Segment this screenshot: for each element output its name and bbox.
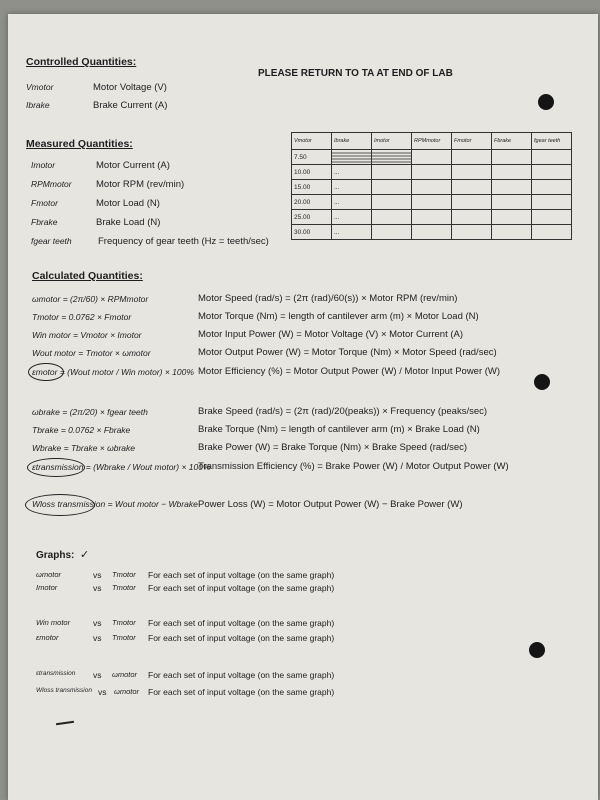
measured-symbol: RPMmotor: [31, 179, 72, 189]
controlled-title: Controlled Quantities:: [26, 56, 137, 68]
pen-mark: [56, 721, 74, 725]
table-cell: ...: [332, 195, 372, 210]
formula: Wbrake = Tbrake × ωbrake: [32, 443, 135, 453]
graph-y-var: εmotor: [36, 633, 59, 642]
table-header-row: [292, 133, 572, 150]
graph-x-var: Tmotor: [112, 633, 136, 642]
table-cell: [452, 150, 492, 165]
graph-vs: vs: [93, 670, 102, 680]
table-row: [292, 150, 572, 165]
table-header-cell: Fbrake: [492, 133, 532, 150]
table-row: [292, 180, 572, 195]
table-cell: [412, 150, 452, 165]
punch-hole: [529, 642, 545, 658]
punch-hole: [534, 374, 550, 390]
formula: εtransmission = (Wbrake / Wout motor) × 100%: [32, 462, 211, 472]
table-cell: [492, 210, 532, 225]
graphs-title: Graphs:: [36, 550, 75, 561]
graph-vs: vs: [93, 583, 102, 593]
calculated-title: Calculated Quantities:: [32, 270, 143, 282]
table-header-cell: Fmotor: [452, 133, 492, 150]
graph-x-var: Tmotor: [112, 583, 136, 592]
graph-note: For each set of input voltage (on the same graph): [148, 687, 335, 697]
graph-note: For each set of input voltage (on the same graph): [148, 618, 335, 628]
graph-vs: vs: [93, 618, 102, 628]
table-cell: [532, 210, 572, 225]
table-cell: [532, 180, 572, 195]
formula: Tmotor = 0.0762 × Fmotor: [32, 312, 132, 322]
table-cell: 7.50: [292, 150, 332, 165]
formula-desc: Brake Power (W) = Brake Torque (Nm) × Brake Speed (rad/sec): [198, 442, 468, 453]
lab-sheet: [8, 14, 598, 800]
graph-y-var: Win motor: [36, 618, 71, 627]
formula: Wout motor = Tmotor × ωmotor: [32, 348, 151, 358]
measured-title: Measured Quantities:: [26, 138, 133, 150]
graph-x-var: ωmotor: [114, 687, 140, 696]
formula-desc: Motor Efficiency (%) = Motor Output Power (W) / Motor Input Power (W): [198, 366, 501, 377]
table-header-cell: fgear teeth: [532, 133, 572, 150]
punch-hole: [538, 94, 554, 110]
table-cell: [372, 195, 412, 210]
table-row: [292, 225, 572, 240]
graph-vs: vs: [93, 570, 102, 580]
table-header-cell: Ibrake: [332, 133, 372, 150]
formula: Win motor = Vmotor × Imotor: [32, 330, 142, 340]
table-row: [292, 210, 572, 225]
table-cell: [372, 210, 412, 225]
table-cell: [492, 180, 532, 195]
table-cell: [452, 210, 492, 225]
formula: ωmotor = (2π/60) × RPMmotor: [32, 294, 149, 304]
table-cell: [492, 195, 532, 210]
table-header-cell: Imotor: [372, 133, 412, 150]
table-cell: [492, 225, 532, 240]
formula-desc: Brake Torque (Nm) = length of cantilever arm (m) × Brake Load (N): [198, 424, 480, 435]
measured-desc: Motor RPM (rev/min): [96, 179, 185, 190]
table-cell: ...: [332, 165, 372, 180]
checkmark-icon: ✓: [80, 549, 90, 561]
graph-x-var: Tmotor: [112, 570, 136, 579]
table-cell: [532, 150, 572, 165]
graph-y-var: ωmotor: [36, 570, 62, 579]
measured-symbol: Fbrake: [31, 217, 58, 227]
table-cell: [532, 225, 572, 240]
table-cell: ...: [332, 210, 372, 225]
table-header-cell: Vmotor: [292, 133, 332, 150]
table-cell: [452, 225, 492, 240]
formula-desc: Motor Speed (rad/s) = (2π (rad)/60(s)) × Motor RPM (rev/min): [198, 293, 458, 304]
measured-symbol: Imotor: [31, 160, 56, 170]
graph-note: For each set of input voltage (on the same graph): [148, 570, 335, 580]
table-cell: [412, 180, 452, 195]
graph-note: For each set of input voltage (on the same graph): [148, 633, 335, 643]
graph-y-var: Imotor: [36, 583, 58, 592]
table-cell: [372, 225, 412, 240]
controlled-desc: Motor Voltage (V): [93, 82, 167, 93]
formula-desc: Transmission Efficiency (%) = Brake Power (W) / Motor Output Power (W): [198, 461, 509, 472]
table-cell: [492, 165, 532, 180]
table-cell: 25.00: [292, 210, 332, 225]
table-cell: [412, 210, 452, 225]
measured-desc: Motor Current (A): [96, 160, 170, 171]
formula: ωbrake = (2π/20) × fgear teeth: [32, 407, 148, 417]
table-cell: [452, 165, 492, 180]
table-header-cell: RPMmotor: [412, 133, 452, 150]
table-cell: 15.00: [292, 180, 332, 195]
table-cell: [452, 195, 492, 210]
formula: Wloss transmission = Wout motor − Wbrake: [32, 499, 198, 509]
table-cell: [532, 195, 572, 210]
graph-vs: vs: [93, 633, 102, 643]
graph-x-var: ωmotor: [112, 670, 138, 679]
formula-desc: Power Loss (W) = Motor Output Power (W) − Brake Power (W): [198, 499, 463, 510]
table-cell: [412, 195, 452, 210]
data-table: [291, 132, 572, 240]
measured-symbol: fgear teeth: [31, 236, 72, 246]
formula: Tbrake = 0.0762 × Fbrake: [32, 425, 131, 435]
graph-vs: vs: [98, 687, 107, 697]
measured-desc: Frequency of gear teeth (Hz = teeth/sec): [98, 236, 269, 247]
graph-note: For each set of input voltage (on the same graph): [148, 670, 335, 680]
controlled-symbol: Vmotor: [26, 82, 54, 92]
table-cell: [412, 225, 452, 240]
table-cell: ...: [332, 180, 372, 195]
graph-note: For each set of input voltage (on the same graph): [148, 583, 335, 593]
table-cell: [532, 165, 572, 180]
measured-desc: Motor Load (N): [96, 198, 160, 209]
table-cell: 20.00: [292, 195, 332, 210]
table-row: [292, 165, 572, 180]
graph-y-var: Wloss transmission: [36, 687, 92, 694]
table-cell: 10.00: [292, 165, 332, 180]
table-cell: ...: [332, 225, 372, 240]
formula: εmotor = (Wout motor / Win motor) × 100%: [32, 367, 194, 377]
formula-desc: Brake Speed (rad/s) = (2π (rad)/20(peaks)) × Frequency (peaks/sec): [198, 406, 488, 417]
controlled-symbol: Ibrake: [26, 100, 50, 110]
table-cell: [452, 180, 492, 195]
graph-y-var: εtransmission: [36, 670, 76, 677]
table-cell: [412, 165, 452, 180]
table-cell: 30.00: [292, 225, 332, 240]
formula-desc: Motor Input Power (W) = Motor Voltage (V) × Motor Current (A): [198, 329, 464, 340]
formula-desc: Motor Torque (Nm) = length of cantilever arm (m) × Motor Load (N): [198, 311, 479, 322]
table-cell: [492, 150, 532, 165]
controlled-desc: Brake Current (A): [93, 100, 168, 111]
measured-desc: Brake Load (N): [96, 217, 161, 228]
table-cell: [372, 180, 412, 195]
table-cell: [372, 165, 412, 180]
formula-desc: Motor Output Power (W) = Motor Torque (Nm) × Motor Speed (rad/sec): [198, 347, 497, 358]
table-cell: [372, 150, 412, 165]
table-cell: [332, 150, 372, 165]
measured-symbol: Fmotor: [31, 198, 58, 208]
return-notice: PLEASE RETURN TO TA AT END OF LAB: [258, 68, 453, 79]
table-row: [292, 195, 572, 210]
graph-x-var: Tmotor: [112, 618, 136, 627]
